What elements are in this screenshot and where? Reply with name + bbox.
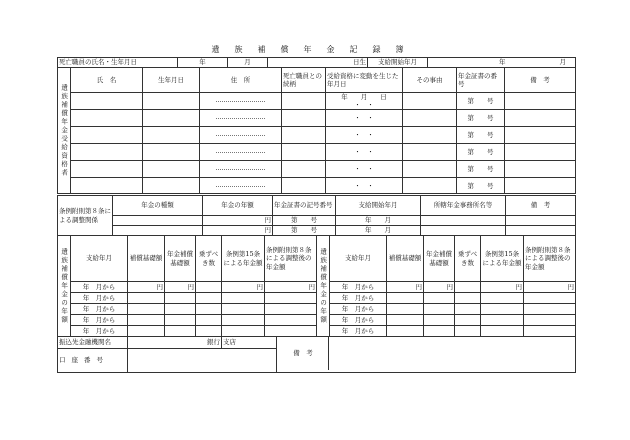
recipient-row [58, 93, 576, 110]
col-change-date: 受給資格に変動を生じた年月日 [326, 68, 403, 93]
deceased-label: 死亡職員の氏名・生年月日 [58, 58, 178, 68]
special-adjustment-table: 条例附則第８条による調整関係 年金の種類 年金の年額 年金証書の記号番号 支給開始年月 所轄年金事務所名等 備 考 円 第 号 年 月 円 第 号 年 月 [57, 195, 576, 236]
col-relation: 死亡職員との続柄 [282, 68, 326, 93]
amount-row: 年 月から [317, 304, 576, 315]
address-cell [200, 93, 282, 110]
amount-row: 年 月から 円 円 円 円 [58, 282, 317, 293]
col-special-remarks: 備 考 [506, 196, 576, 216]
bank-name: 銀行 [128, 337, 222, 349]
amounts-table-left [57, 235, 317, 337]
col-pension-amount: 年金の年額 [203, 196, 273, 216]
amount-yen: 円 [203, 216, 273, 226]
pay-start-label: 支給開始年月 [368, 58, 428, 68]
account-value [128, 349, 277, 373]
col-pension-base: 年金補償基礎額 [165, 236, 196, 282]
bank-label: 振込先金融機関名 [58, 337, 128, 349]
name-cell [71, 93, 143, 110]
amount-row: 年 月から [317, 315, 576, 326]
recipient-row: ・ ・ 第 号 [58, 178, 576, 194]
col-multiplier: 乗ずべき数 [196, 236, 222, 282]
recipients-table [57, 67, 576, 194]
recipients-side-label: 遺族補償年金受給資格者 [58, 68, 71, 194]
branch-name: 支店 [222, 337, 277, 349]
pay-start-month: 月 [559, 58, 566, 67]
start-ym: 年 月 [336, 216, 421, 226]
birth-year: 年 [178, 58, 228, 68]
cert-no: 第 号 [273, 216, 336, 226]
col-cert-no: 年金証書の番号 [457, 68, 505, 93]
amounts-side-label-right: 遺族補償年金の年額 [317, 236, 330, 337]
footer-remarks: 備 考 [277, 337, 576, 373]
pay-start-year: 年 [499, 58, 506, 67]
amount-row: 年 月から [58, 315, 317, 326]
recipient-row: ・ ・ 第 号 [58, 110, 576, 127]
col-cert-symbol: 年金証書の記号番号 [273, 196, 336, 216]
col-office: 所轄年金事務所名等 [421, 196, 506, 216]
col-pension-type: 年金の種類 [113, 196, 203, 216]
born-day: 日生 [268, 58, 368, 68]
recipient-row: ・ ・ 第 号 [58, 161, 576, 178]
page-title: 遺族補償年金記録簿 [211, 45, 419, 54]
col-reason: その事由 [403, 68, 457, 93]
recipient-row: ・ ・ 第 号 [58, 144, 576, 161]
birth-cell [143, 93, 200, 110]
amounts-table-right: 遺族補償年金の年額 支給年月 補償基礎額 年金補償基礎額 乗ずべき数 条例第15条による年金額 条例附則第８条による調整後の年金額 年 月から 円 円 円 円 年 月から 年 月から 年 月から 年 月から [316, 235, 576, 337]
remarks-cell [505, 93, 576, 110]
cert-no-cell: 第 号 [457, 93, 505, 110]
footer-table [57, 336, 576, 373]
col-art15: 条例第15条による年金額 [222, 236, 265, 282]
col-pay-month: 支給年月 [71, 236, 128, 282]
amount-row: 年 月から [58, 326, 317, 337]
pay-start-value [428, 58, 576, 68]
reason-cell [403, 93, 457, 110]
col-adjusted: 条例附則第８条による調整後の年金額 [265, 236, 317, 282]
col-start: 支給開始年月 [336, 196, 421, 216]
amount-row: 年 月から 円 円 円 円 [317, 282, 576, 293]
birth-month: 月 [228, 58, 268, 68]
amount-row: 年 月から [317, 326, 576, 337]
col-remarks: 備 考 [505, 68, 576, 93]
amount-row: 年 月から [317, 293, 576, 304]
col-birth: 生年月日 [143, 68, 200, 93]
recipient-row: ・ ・ 第 号 [58, 127, 576, 144]
amount-row: 年 月から [58, 293, 317, 304]
special-side-label: 条例附則第８条による調整関係 [58, 196, 113, 236]
col-address: 住 所 [200, 68, 282, 93]
col-base: 補償基礎額 [128, 236, 165, 282]
amounts-side-label-left: 遺族補償年金の年額 [58, 236, 71, 337]
col-name: 氏 名 [71, 68, 143, 93]
amount-row: 年 月から [58, 304, 317, 315]
change-date-cell: 年 月 日 ・ ・ [326, 93, 403, 110]
relation-cell [282, 93, 326, 110]
account-label: 口座番号 [58, 349, 128, 373]
